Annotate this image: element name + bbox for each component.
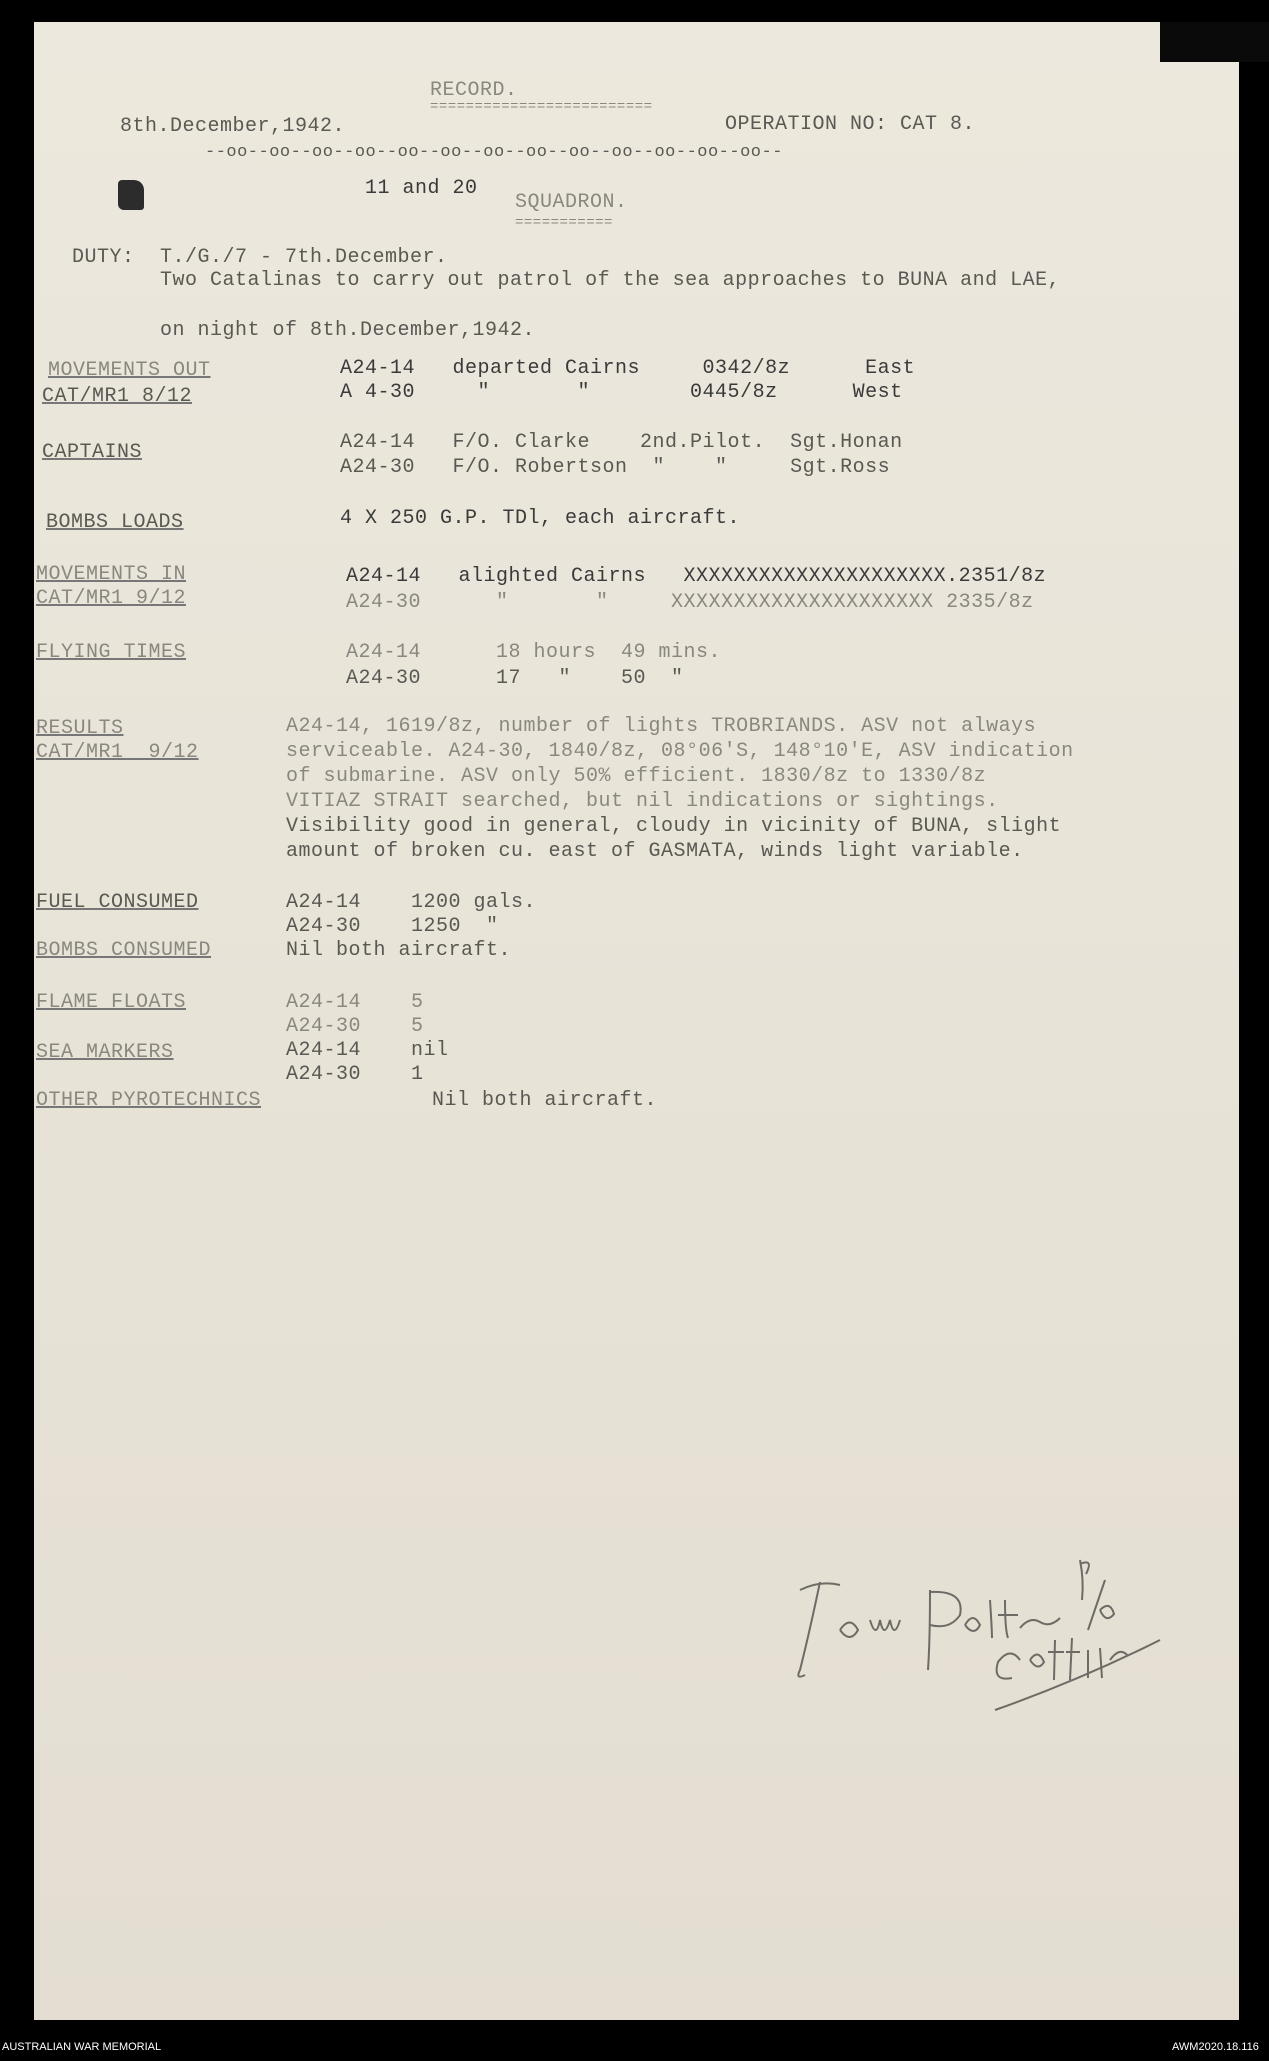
other-pyrotechnics-value: Nil both aircraft.: [432, 1089, 658, 1112]
duty-ref: T./G./7 - 7th.December.: [160, 246, 448, 269]
movements-out-line-1: A24-14 departed Cairns 0342/8z East: [340, 357, 916, 380]
movements-in-ref: CAT/MR1 9/12: [36, 587, 187, 610]
handwritten-signature: [780, 1520, 1180, 1720]
sea-markers-line-1: A24-14 nil: [286, 1039, 449, 1062]
flame-floats-label: FLAME FLOATS: [36, 991, 187, 1014]
captains-line-1: A24-14 F/O. Clarke 2nd.Pilot. Sgt.Honan: [340, 431, 903, 454]
movements-out-line-2: A 4-30 " " 0445/8z West: [340, 381, 903, 404]
bombs-consumed-label: BOMBS CONSUMED: [36, 939, 212, 962]
results-line-3: of submarine. ASV only 50% efficient. 1830/8z to 1330/8z: [286, 765, 987, 788]
sea-markers-label: SEA MARKERS: [36, 1041, 174, 1064]
results-line-6: amount of broken cu. east of GASMATA, winds light variable.: [286, 840, 1024, 863]
flame-floats-line-2: A24-30 5: [286, 1015, 424, 1038]
movements-in-label: MOVEMENTS IN: [36, 563, 187, 586]
fuel-consumed-line-1: A24-14 1200 gals.: [286, 891, 537, 914]
results-label: RESULTS: [36, 717, 124, 740]
results-line-2: serviceable. A24-30, 1840/8z, 08°06'S, 148°10'E, ASV indication: [286, 740, 1074, 763]
duty-line-2: on night of 8th.December,1942.: [160, 319, 536, 342]
record-title-rule: =========================: [430, 99, 653, 115]
results-ref: CAT/MR1 9/12: [36, 741, 199, 764]
movements-in-line-1: A24-14 alighted Cairns XXXXXXXXXXXXXXXXXXXXX.2351/8z: [346, 565, 1047, 588]
record-title: RECORD.: [430, 79, 518, 102]
squadron-word: SQUADRON.: [515, 191, 628, 214]
flying-times-label: FLYING TIMES: [36, 641, 187, 664]
flame-floats-line-1: A24-14 5: [286, 991, 424, 1014]
bombs-consumed-value: Nil both aircraft.: [286, 939, 512, 962]
other-pyrotechnics-label: OTHER PYROTECHNICS: [36, 1089, 262, 1112]
fuel-consumed-line-2: A24-30 1250 ": [286, 915, 499, 938]
movements-in-line-2: A24-30 " " XXXXXXXXXXXXXXXXXXXXX 2335/8z: [346, 591, 1034, 614]
results-line-1: A24-14, 1619/8z, number of lights TROBRIANDS. ASV not always: [286, 715, 1037, 738]
sea-markers-line-2: A24-30 1: [286, 1063, 424, 1086]
duty-line-1: Two Catalinas to carry out patrol of the sea approaches to BUNA and LAE,: [160, 269, 1061, 292]
footer-accession-number: AWM2020.18.116: [1172, 2041, 1259, 2053]
fuel-consumed-label: FUEL CONSUMED: [36, 891, 199, 914]
squadron-rule: ===========: [515, 215, 613, 231]
record-date: 8th.December,1942.: [120, 115, 346, 138]
flying-times-line-2: A24-30 17 " 50 ": [346, 667, 684, 690]
movements-out-ref: CAT/MR1 8/12: [42, 385, 193, 408]
captains-line-2: A24-30 F/O. Robertson " " Sgt.Ross: [340, 456, 891, 479]
squadron-numbers: 11 and 20: [365, 177, 478, 200]
results-line-5: Visibility good in general, cloudy in vicinity of BUNA, slight: [286, 815, 1062, 838]
header-divider: --oo--oo--oo--oo--oo--oo--oo--oo--oo--oo--oo--oo--oo--: [205, 143, 783, 162]
bomb-loads-label: BOMBS LOADS: [46, 511, 184, 534]
ink-blot: [118, 180, 144, 210]
duty-label: DUTY:: [72, 246, 135, 269]
operation-number: OPERATION NO: CAT 8.: [725, 113, 976, 136]
flying-times-line-1: A24-14 18 hours 49 mins.: [346, 641, 722, 664]
scan-border: [1160, 22, 1269, 62]
captains-label: CAPTAINS: [42, 441, 143, 464]
movements-out-label: MOVEMENTS OUT: [48, 359, 211, 382]
results-line-4: VITIAZ STRAIT searched, but nil indications or sightings.: [286, 790, 999, 813]
footer-archive-name: AUSTRALIAN WAR MEMORIAL: [2, 2041, 162, 2053]
bomb-loads-value: 4 X 250 G.P. TDl, each aircraft.: [340, 507, 741, 530]
